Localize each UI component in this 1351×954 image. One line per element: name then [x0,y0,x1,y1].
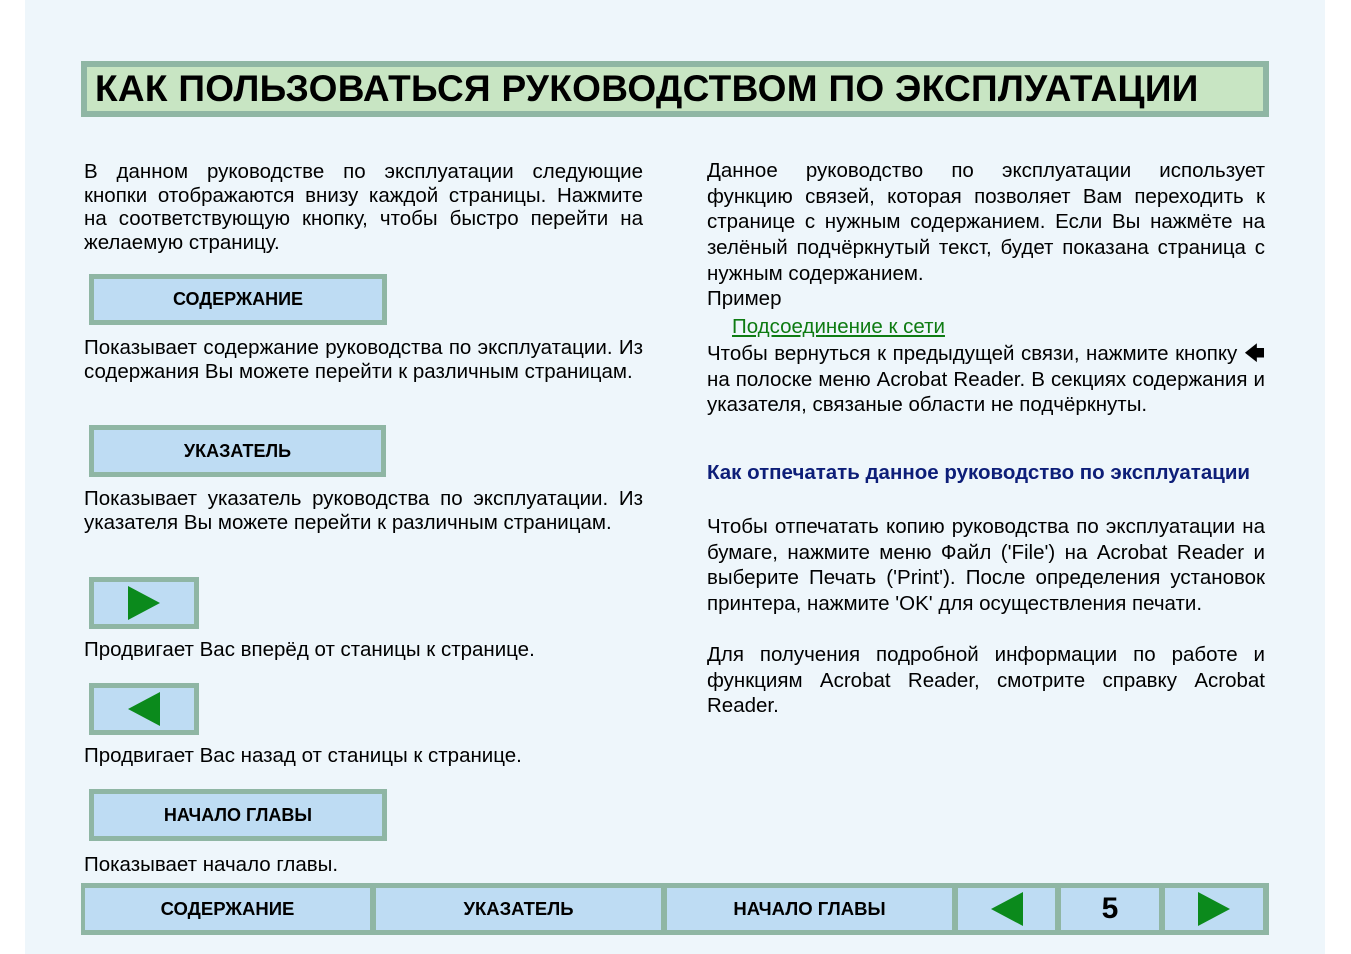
forward-button-sample[interactable] [89,577,199,629]
nav-index-button[interactable]: УКАЗАТЕЛЬ [376,888,661,930]
arrow-right-icon [128,586,160,620]
arrow-left-icon [128,692,160,726]
nav-forward-button[interactable] [1165,888,1263,930]
index-button-sample[interactable] [89,425,386,477]
arrow-right-icon [1198,892,1230,926]
forward-description: Продвигает Вас вперёд от станицы к странице. [84,638,535,661]
contents-button-sample[interactable] [89,274,387,325]
back-button-sample[interactable] [89,683,199,735]
links-paragraph: Данное руководство по эксплуатации использует функцию связей, которая позволяет Вам переходить к странице с нужным содержанием. Если Вы нажмёте на зелёный подчёркнутый текст, будет показана страница с нужным содержанием. [707,159,1265,285]
page-title-bar [81,61,1269,117]
chapter-description: Показывает начало главы. [84,853,339,876]
example-link-line [732,314,1265,340]
chapter-button-label: НАЧАЛО ГЛАВЫ [94,794,382,836]
index-button-label: УКАЗАТЕЛЬ [94,430,381,472]
nav-back-button[interactable] [958,888,1055,930]
bottom-navigation [81,883,1269,935]
arrow-left-icon [991,892,1023,926]
page-title: КАК ПОЛЬЗОВАТЬСЯ РУКОВОДСТВОМ ПО ЭКСПЛУАТАЦИИ [87,67,1263,111]
contents-description: Показывает содержание руководства по эксплуатации. Из содержания Вы можете перейти к различным страницам. [84,336,643,383]
contents-button-label: СОДЕРЖАНИЕ [94,279,382,320]
help-paragraph: Для получения подробной информации по работе и функциям Acrobat Reader, смотрите справку Acrobat Reader. [707,643,1265,718]
nav-chapter-button[interactable]: НАЧАЛО ГЛАВЫ [667,888,952,930]
intro-paragraph: В данном руководстве по эксплуатации следующие кнопки отображаются внизу каждой страницы. Нажмите на соответствующую кнопку, чтобы быстро перейти на желаемую страницу. [84,160,643,254]
back-arrow-icon: 🡄 [1243,342,1265,365]
page-number: 5 [1061,888,1159,930]
print-heading: Как отпечатать данное руководство по эксплуатации [707,461,1251,484]
example-label: Пример [707,287,782,310]
print-paragraph: Чтобы отпечатать копию руководства по эксплуатации на бумаге, нажмите меню Файл ('File') на Acrobat Reader и выберите Печать ('Print'). После определения установок принтера, нажмите 'OK' для осуществления печати. [707,515,1265,616]
nav-contents-button[interactable]: СОДЕРЖАНИЕ [85,888,370,930]
example-link[interactable]: Подсоединение к сети [732,315,945,338]
back-description: Продвигает Вас назад от станицы к странице. [84,744,522,767]
index-description: Показывает указатель руководства по эксплуатации. Из указателя Вы можете перейти к различным страницам. [84,487,643,534]
chapter-button-sample[interactable] [89,789,387,841]
return-paragraph: Чтобы вернуться к предыдущей связи, нажмите кнопку 🡄 на полоске меню Acrobat Reader. В секциях содержания и указателя, связаные области не подчёркнуты. [707,342,1265,417]
